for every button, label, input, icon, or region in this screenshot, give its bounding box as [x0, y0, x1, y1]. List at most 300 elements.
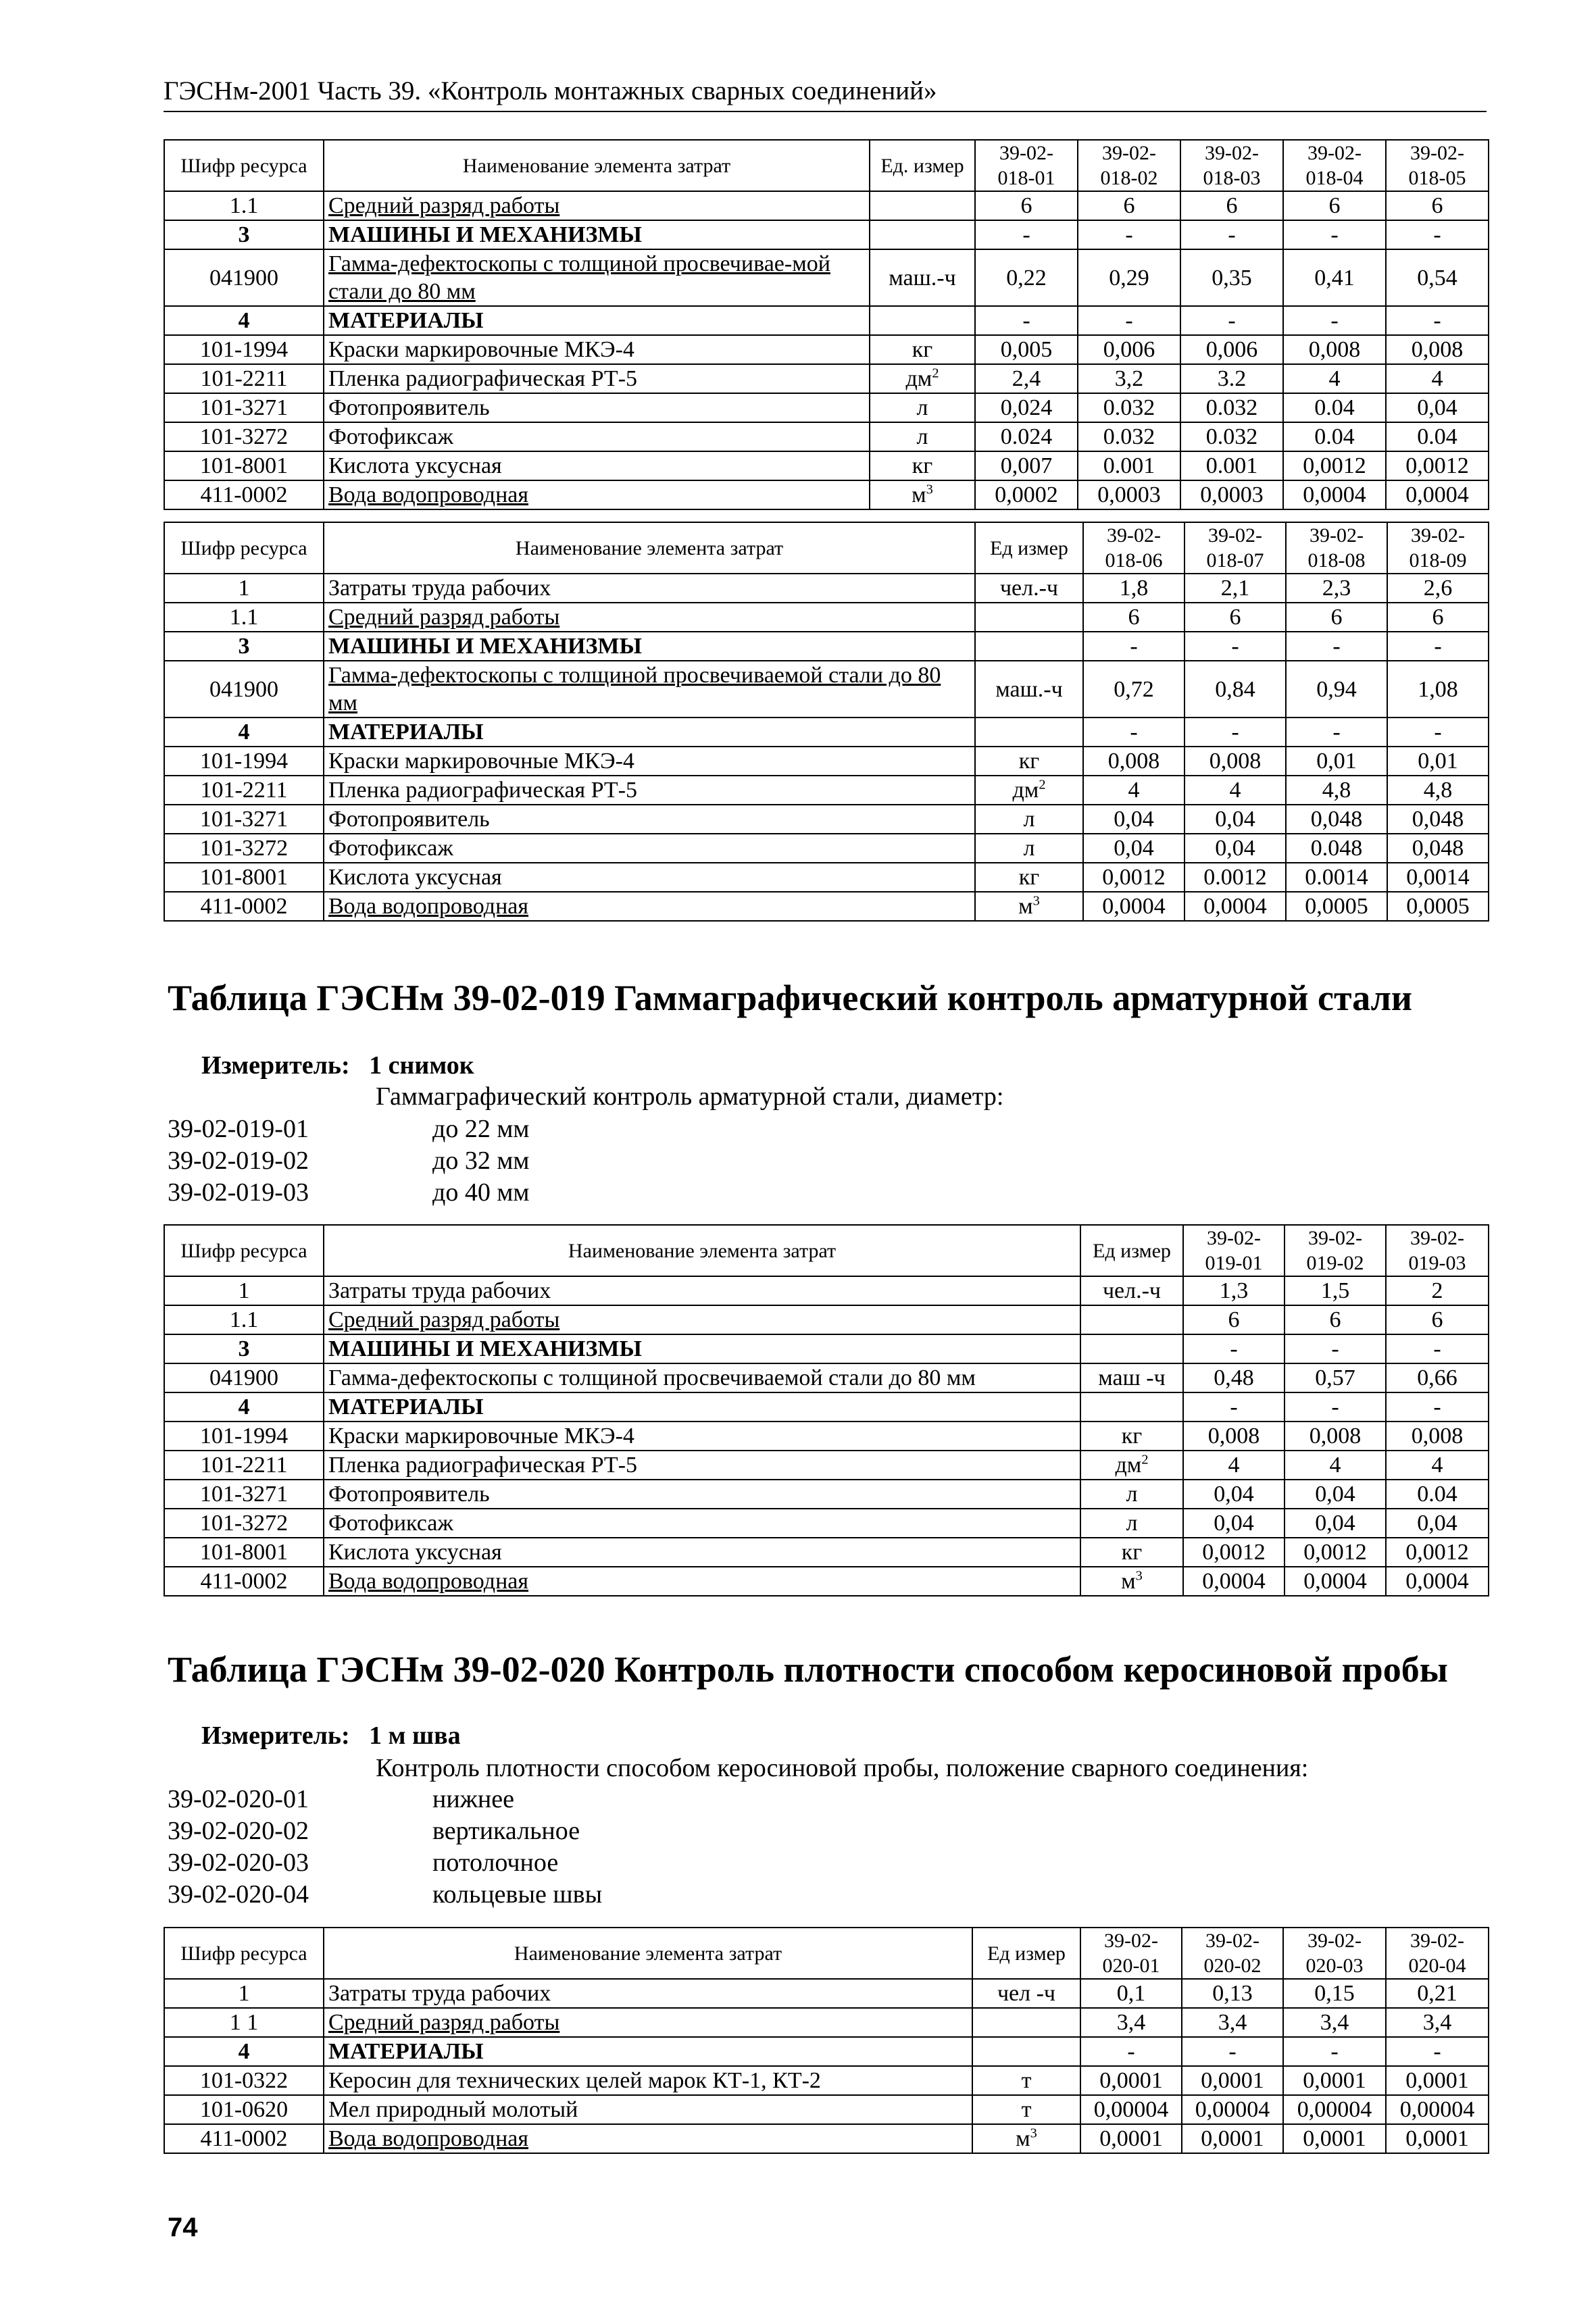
resource-code: 4 — [164, 2037, 324, 2066]
resource-value: 4 — [1386, 1451, 1489, 1480]
resource-code: 041900 — [164, 249, 324, 306]
table-title-020: Таблица ГЭСНм 39-02-020 Контроль плотности способом керосиновой пробы — [168, 1649, 1448, 1690]
table-row — [164, 1567, 1489, 1596]
resource-code: 1.1 — [164, 603, 324, 632]
col-header-norm: 39-02- 020-01 — [1080, 1928, 1182, 1979]
resource-value: 0,0002 — [975, 480, 1078, 509]
resource-code: 101-3271 — [164, 805, 324, 834]
resource-value: 6 — [1387, 603, 1489, 632]
resource-name: Вода водопроводная — [324, 892, 975, 921]
resource-value: 3,4 — [1182, 2008, 1283, 2037]
col-header-norm: 39-02- 020-02 — [1182, 1928, 1283, 1979]
resource-value: 0,008 — [1386, 1422, 1489, 1451]
resource-value: 0.04 — [1283, 422, 1386, 451]
resource-value: 0.001 — [1180, 451, 1283, 480]
resource-name: Фотофиксаж — [324, 422, 870, 451]
resource-unit: кг — [870, 451, 975, 480]
resource-code: 101-8001 — [164, 863, 324, 892]
resource-name: МАШИНЫ И МЕХАНИЗМЫ — [324, 220, 870, 249]
resource-unit — [975, 718, 1083, 747]
resource-unit: чел -ч — [972, 1979, 1080, 2008]
resource-name: Кислота уксусная — [324, 451, 870, 480]
resource-value: 0,006 — [1078, 335, 1180, 364]
resource-value: - — [1285, 1334, 1386, 1363]
resource-value: 0,04 — [1285, 1509, 1386, 1538]
resource-value: 6 — [1180, 191, 1283, 220]
resource-code: 101-2211 — [164, 776, 324, 805]
resource-value: 0,22 — [975, 249, 1078, 306]
norm-code: 39-02-019-01 — [168, 1115, 309, 1143]
resource-value: 0,005 — [975, 335, 1078, 364]
resource-value: - — [1183, 1392, 1285, 1422]
resource-value: 0,00004 — [1182, 2095, 1283, 2124]
col-header-norm: 39-02- 018-02 — [1078, 140, 1180, 191]
resource-value: 0,0004 — [1285, 1567, 1386, 1596]
resource-value: 2 — [1386, 1276, 1489, 1305]
resource-value: 0,008 — [1386, 335, 1489, 364]
resource-value: - — [1080, 2037, 1182, 2066]
resource-code: 101-3272 — [164, 834, 324, 863]
table-row — [164, 2124, 1489, 2153]
resource-unit: кг — [1080, 1538, 1183, 1567]
resource-name: Мел природный молотый — [324, 2095, 972, 2124]
resource-value: 0,21 — [1386, 1979, 1489, 2008]
resource-unit — [972, 2008, 1080, 2037]
resource-name: МАШИНЫ И МЕХАНИЗМЫ — [324, 632, 975, 661]
resource-value: 2,4 — [975, 364, 1078, 393]
resource-value: - — [1285, 1392, 1386, 1422]
table-row — [164, 1480, 1489, 1509]
resource-value: 0,008 — [1083, 747, 1184, 776]
resource-value: 0,0004 — [1183, 1567, 1285, 1596]
resource-value: 0,94 — [1286, 661, 1387, 718]
resource-code: 4 — [164, 718, 324, 747]
resource-value: 0,0001 — [1386, 2066, 1489, 2095]
resource-value: 0,0004 — [1283, 480, 1386, 509]
resource-value: 0,04 — [1285, 1480, 1386, 1509]
resource-unit: л — [1080, 1509, 1183, 1538]
resource-code: 1 — [164, 1979, 324, 2008]
resource-value: 0,0012 — [1285, 1538, 1386, 1567]
resource-value: 0,0001 — [1080, 2066, 1182, 2095]
resource-value: - — [975, 220, 1078, 249]
norm-code: 39-02-020-01 — [168, 1785, 309, 1813]
col-header-name: Наименование элемента затрат — [324, 522, 975, 574]
table-row — [164, 1422, 1489, 1451]
table-row — [164, 718, 1489, 747]
resource-name: Пленка радиографическая РТ-5 — [324, 364, 870, 393]
resource-table-020 — [164, 1927, 1489, 2154]
resource-value: - — [1386, 2037, 1489, 2066]
resource-unit: т — [972, 2066, 1080, 2095]
resource-unit: л — [975, 834, 1083, 863]
table-row — [164, 2095, 1489, 2124]
resource-value: 0,0001 — [1080, 2124, 1182, 2153]
resource-unit — [1080, 1334, 1183, 1363]
resource-name: Кислота уксусная — [324, 863, 975, 892]
resource-unit: л — [870, 422, 975, 451]
resource-value: 0,0004 — [1386, 1567, 1489, 1596]
resource-name: Фотопроявитель — [324, 805, 975, 834]
resource-value: - — [1083, 718, 1184, 747]
resource-value: 4 — [1183, 1451, 1285, 1480]
norm-description: потолочное — [432, 1848, 559, 1877]
resource-name: Пленка радиографическая РТ-5 — [324, 776, 975, 805]
resource-value: 0,13 — [1182, 1979, 1283, 2008]
col-header-norm: 39-02- 018-07 — [1184, 522, 1286, 574]
resource-name: Краски маркировочные МКЭ-4 — [324, 335, 870, 364]
resource-unit: маш -ч — [1080, 1363, 1183, 1392]
resource-value: 0,0012 — [1183, 1538, 1285, 1567]
resource-name: МАТЕРИАЛЫ — [324, 718, 975, 747]
resource-value: 0,024 — [975, 393, 1078, 422]
resource-value: 0,0012 — [1083, 863, 1184, 892]
norm-description: нижнее — [432, 1785, 514, 1813]
resource-table-018-01-05 — [164, 139, 1489, 510]
resource-value: 0.032 — [1078, 393, 1180, 422]
resource-value: 4 — [1083, 776, 1184, 805]
resource-code: 411-0002 — [164, 1567, 324, 1596]
table-row — [164, 1451, 1489, 1480]
resource-unit — [870, 191, 975, 220]
resource-value: 2,6 — [1387, 574, 1489, 603]
resource-value: 0,006 — [1180, 335, 1283, 364]
resource-value: - — [1083, 632, 1184, 661]
resource-value: 1,08 — [1387, 661, 1489, 718]
col-header-name: Наименование элемента затрат — [324, 1225, 1080, 1276]
resource-name: Средний разряд работы — [324, 2008, 972, 2037]
resource-value: 0,048 — [1286, 805, 1387, 834]
resource-code: 411-0002 — [164, 892, 324, 921]
resource-unit — [870, 306, 975, 335]
table-row — [164, 632, 1489, 661]
norm-description: вертикальное — [432, 1817, 580, 1845]
resource-code: 101-1994 — [164, 335, 324, 364]
resource-value: 0.048 — [1286, 834, 1387, 863]
resource-name: Фотофиксаж — [324, 1509, 1080, 1538]
col-header-norm: 39-02- 020-04 — [1386, 1928, 1489, 1979]
table-row — [164, 1979, 1489, 2008]
resource-code: 041900 — [164, 1363, 324, 1392]
resource-code: 3 — [164, 632, 324, 661]
resource-value: - — [1078, 220, 1180, 249]
norm-code: 39-02-020-04 — [168, 1880, 309, 1909]
col-header-code: Шифр ресурса — [164, 1225, 324, 1276]
table-row — [164, 776, 1489, 805]
resource-value: 6 — [1285, 1305, 1386, 1334]
resource-value: 0,0004 — [1184, 892, 1286, 921]
resource-value: - — [1386, 220, 1489, 249]
resource-name: Керосин для технических целей марок КТ-1, КТ-2 — [324, 2066, 972, 2095]
resource-value: - — [1283, 2037, 1386, 2066]
table-row — [164, 2008, 1489, 2037]
resource-value: 0,007 — [975, 451, 1078, 480]
resource-value: 0,0014 — [1387, 863, 1489, 892]
table-row — [164, 747, 1489, 776]
resource-value: - — [1387, 718, 1489, 747]
resource-code: 411-0002 — [164, 2124, 324, 2153]
norm-description: до 32 мм — [432, 1147, 530, 1175]
col-header-name: Наименование элемента затрат — [324, 1928, 972, 1979]
resource-code: 101-1994 — [164, 747, 324, 776]
col-header-norm: 39-02- 018-08 — [1286, 522, 1387, 574]
resource-name: Гамма-дефектоскопы с толщиной просвечиваемой стали до 80 мм — [324, 661, 975, 718]
table-row — [164, 661, 1489, 718]
resource-value: - — [1283, 220, 1386, 249]
resource-code: 101-2211 — [164, 1451, 324, 1480]
col-header-unit: Ед измер — [972, 1928, 1080, 1979]
resource-unit — [1080, 1305, 1183, 1334]
meter-019: Измеритель: 1 снимок — [201, 1051, 474, 1080]
resource-value: 0.032 — [1180, 393, 1283, 422]
resource-unit: л — [870, 393, 975, 422]
page-number: 74 — [168, 2213, 198, 2242]
resource-name: Затраты труда рабочих — [324, 1979, 972, 2008]
col-header-unit: Ед измер — [975, 522, 1083, 574]
resource-value: 0,04 — [1386, 393, 1489, 422]
resource-code: 3 — [164, 220, 324, 249]
resource-value: - — [1184, 632, 1286, 661]
table-row — [164, 364, 1489, 393]
table-title-019: Таблица ГЭСНм 39-02-019 Гаммаграфический контроль арматурной стали — [168, 978, 1413, 1018]
resource-value: 4,8 — [1387, 776, 1489, 805]
table-row — [164, 805, 1489, 834]
resource-value: 0,57 — [1285, 1363, 1386, 1392]
resource-name: МАТЕРИАЛЫ — [324, 306, 870, 335]
resource-value: 4 — [1285, 1451, 1386, 1480]
resource-value: - — [1286, 632, 1387, 661]
resource-value: 0,0012 — [1386, 451, 1489, 480]
norm-description: до 22 мм — [432, 1115, 530, 1143]
resource-code: 041900 — [164, 661, 324, 718]
norm-code: 39-02-019-02 — [168, 1147, 309, 1175]
resource-unit: $м^3$ — [972, 2124, 1080, 2153]
resource-unit: $дм^2$ — [975, 776, 1083, 805]
resource-unit: т — [972, 2095, 1080, 2124]
col-header-name: Наименование элемента затрат — [324, 140, 870, 191]
resource-value: 0,0012 — [1386, 1538, 1489, 1567]
resource-value: 0,008 — [1285, 1422, 1386, 1451]
resource-value: 0,0005 — [1286, 892, 1387, 921]
table-row — [164, 603, 1489, 632]
resource-value: 0.0014 — [1286, 863, 1387, 892]
resource-value: 6 — [1184, 603, 1286, 632]
resource-name: Средний разряд работы — [324, 603, 975, 632]
table-row — [164, 480, 1489, 509]
resource-code: 101-3272 — [164, 422, 324, 451]
resource-code: 101-3271 — [164, 393, 324, 422]
resource-unit — [975, 632, 1083, 661]
resource-value: 0,01 — [1286, 747, 1387, 776]
col-header-unit: Ед. измер — [870, 140, 975, 191]
resource-value: 2,1 — [1184, 574, 1286, 603]
resource-value: 0,0005 — [1387, 892, 1489, 921]
resource-value: 0.001 — [1078, 451, 1180, 480]
resource-unit: $дм^2$ — [1080, 1451, 1183, 1480]
table-row — [164, 574, 1489, 603]
resource-name: Фотофиксаж — [324, 834, 975, 863]
resource-value: 0.04 — [1386, 422, 1489, 451]
resource-value: 6 — [1283, 191, 1386, 220]
resource-value: 0,04 — [1184, 834, 1286, 863]
resource-value: 0,54 — [1386, 249, 1489, 306]
resource-name: Вода водопроводная — [324, 1567, 1080, 1596]
page-header: ГЭСНм-2001 Часть 39. «Контроль монтажных сварных соединений» — [164, 76, 1487, 112]
table-row — [164, 1538, 1489, 1567]
resource-value: - — [1386, 1334, 1489, 1363]
resource-value: 0,0001 — [1182, 2124, 1283, 2153]
col-header-norm: 39-02- 019-01 — [1183, 1225, 1285, 1276]
resource-name: Краски маркировочные МКЭ-4 — [324, 747, 975, 776]
resource-value: 3,2 — [1078, 364, 1180, 393]
resource-unit: чел.-ч — [975, 574, 1083, 603]
resource-value: 6 — [1386, 191, 1489, 220]
col-header-norm: 39-02- 018-06 — [1083, 522, 1184, 574]
resource-name: Вода водопроводная — [324, 2124, 972, 2153]
resource-value: 3,4 — [1386, 2008, 1489, 2037]
resource-value: 0,66 — [1386, 1363, 1489, 1392]
resource-code: 101-8001 — [164, 451, 324, 480]
resource-code: 101-0620 — [164, 2095, 324, 2124]
col-header-norm: 39-02- 018-03 — [1180, 140, 1283, 191]
resource-value: 6 — [1386, 1305, 1489, 1334]
resource-value: 0,04 — [1083, 805, 1184, 834]
resource-value: 0,04 — [1183, 1480, 1285, 1509]
resource-unit: $м^3$ — [870, 480, 975, 509]
resource-code: 4 — [164, 306, 324, 335]
col-header-norm: 39-02- 020-03 — [1283, 1928, 1386, 1979]
resource-value: 0,35 — [1180, 249, 1283, 306]
resource-name: Затраты труда рабочих — [324, 574, 975, 603]
resource-value: 0.024 — [975, 422, 1078, 451]
resource-value: 0,0004 — [1386, 480, 1489, 509]
table-row — [164, 1334, 1489, 1363]
resource-value: 6 — [1183, 1305, 1285, 1334]
resource-value: 0,0012 — [1283, 451, 1386, 480]
table-row — [164, 191, 1489, 220]
resource-value: 4 — [1386, 364, 1489, 393]
resource-value: 3.2 — [1180, 364, 1283, 393]
resource-value: 0.0012 — [1184, 863, 1286, 892]
resource-value: 0,0003 — [1078, 480, 1180, 509]
resource-value: 1,3 — [1183, 1276, 1285, 1305]
col-header-norm: 39-02- 018-04 — [1283, 140, 1386, 191]
col-header-norm: 39-02- 018-01 — [975, 140, 1078, 191]
table-row — [164, 892, 1489, 921]
resource-value: 2,3 — [1286, 574, 1387, 603]
col-header-code: Шифр ресурса — [164, 522, 324, 574]
resource-code: 1.1 — [164, 191, 324, 220]
resource-name: МАТЕРИАЛЫ — [324, 1392, 1080, 1422]
resource-value: 3,4 — [1283, 2008, 1386, 2037]
resource-value: 0.032 — [1180, 422, 1283, 451]
resource-code: 3 — [164, 1334, 324, 1363]
resource-name: Пленка радиографическая РТ-5 — [324, 1451, 1080, 1480]
col-header-unit: Ед измер — [1080, 1225, 1183, 1276]
table-row — [164, 335, 1489, 364]
resource-value: 0,0001 — [1283, 2066, 1386, 2095]
resource-code: 101-0322 — [164, 2066, 324, 2095]
resource-value: 0,29 — [1078, 249, 1180, 306]
norm-description: кольцевые швы — [432, 1880, 603, 1909]
resource-name: Гамма-дефектоскопы с толщиной просвечиваемой стали до 80 мм — [324, 1363, 1080, 1392]
table-row — [164, 1305, 1489, 1334]
resource-value: 0,00004 — [1283, 2095, 1386, 2124]
resource-value: 0,72 — [1083, 661, 1184, 718]
resource-value: 0,008 — [1183, 1422, 1285, 1451]
resource-value: - — [975, 306, 1078, 335]
resource-value: 0,0001 — [1182, 2066, 1283, 2095]
resource-value: 0.032 — [1078, 422, 1180, 451]
resource-code: 101-8001 — [164, 1538, 324, 1567]
resource-unit — [870, 220, 975, 249]
resource-unit: л — [1080, 1480, 1183, 1509]
resource-value: 1,5 — [1285, 1276, 1386, 1305]
resource-unit: кг — [870, 335, 975, 364]
resource-unit: маш.-ч — [870, 249, 975, 306]
resource-value: - — [1387, 632, 1489, 661]
resource-code: 101-3271 — [164, 1480, 324, 1509]
table-row — [164, 249, 1489, 306]
resource-value: 0,008 — [1283, 335, 1386, 364]
resource-unit: $м^3$ — [1080, 1567, 1183, 1596]
resource-code: 1 1 — [164, 2008, 324, 2037]
resource-unit — [975, 603, 1083, 632]
resource-unit: кг — [1080, 1422, 1183, 1451]
resource-value: 4,8 — [1286, 776, 1387, 805]
col-header-code: Шифр ресурса — [164, 140, 324, 191]
resource-value: 0,0001 — [1386, 2124, 1489, 2153]
resource-value: - — [1286, 718, 1387, 747]
resource-value: 0.04 — [1283, 393, 1386, 422]
resource-value: 0,0001 — [1283, 2124, 1386, 2153]
table-row — [164, 1276, 1489, 1305]
norm-description: до 40 мм — [432, 1178, 530, 1207]
resource-name: МАТЕРИАЛЫ — [324, 2037, 972, 2066]
resource-code: 1.1 — [164, 1305, 324, 1334]
table-row — [164, 220, 1489, 249]
resource-name: Фотопроявитель — [324, 1480, 1080, 1509]
resource-value: 6 — [975, 191, 1078, 220]
resource-unit: $м^3$ — [975, 892, 1083, 921]
resource-value: 0,04 — [1183, 1509, 1285, 1538]
resource-value: 0,41 — [1283, 249, 1386, 306]
resource-name: Фотопроявитель — [324, 393, 870, 422]
resource-value: 1,8 — [1083, 574, 1184, 603]
resource-value: - — [1078, 306, 1180, 335]
table-row — [164, 1363, 1489, 1392]
resource-value: 3,4 — [1080, 2008, 1182, 2037]
table-row — [164, 422, 1489, 451]
resource-value: 0.04 — [1386, 1480, 1489, 1509]
table-row — [164, 1509, 1489, 1538]
resource-name: МАШИНЫ И МЕХАНИЗМЫ — [324, 1334, 1080, 1363]
resource-code: 101-2211 — [164, 364, 324, 393]
resource-value: 0,84 — [1184, 661, 1286, 718]
resource-value: - — [1182, 2037, 1283, 2066]
col-header-norm: 39-02- 018-05 — [1386, 140, 1489, 191]
table-row — [164, 451, 1489, 480]
col-header-norm: 39-02- 019-02 — [1285, 1225, 1386, 1276]
description-019: Гаммаграфический контроль арматурной стали, диаметр: — [376, 1082, 1004, 1111]
table-row — [164, 834, 1489, 863]
resource-name: Затраты труда рабочих — [324, 1276, 1080, 1305]
resource-unit — [1080, 1392, 1183, 1422]
resource-value: 0,048 — [1387, 834, 1489, 863]
col-header-norm: 39-02- 019-03 — [1386, 1225, 1489, 1276]
resource-value: 0,1 — [1080, 1979, 1182, 2008]
resource-value: 6 — [1286, 603, 1387, 632]
